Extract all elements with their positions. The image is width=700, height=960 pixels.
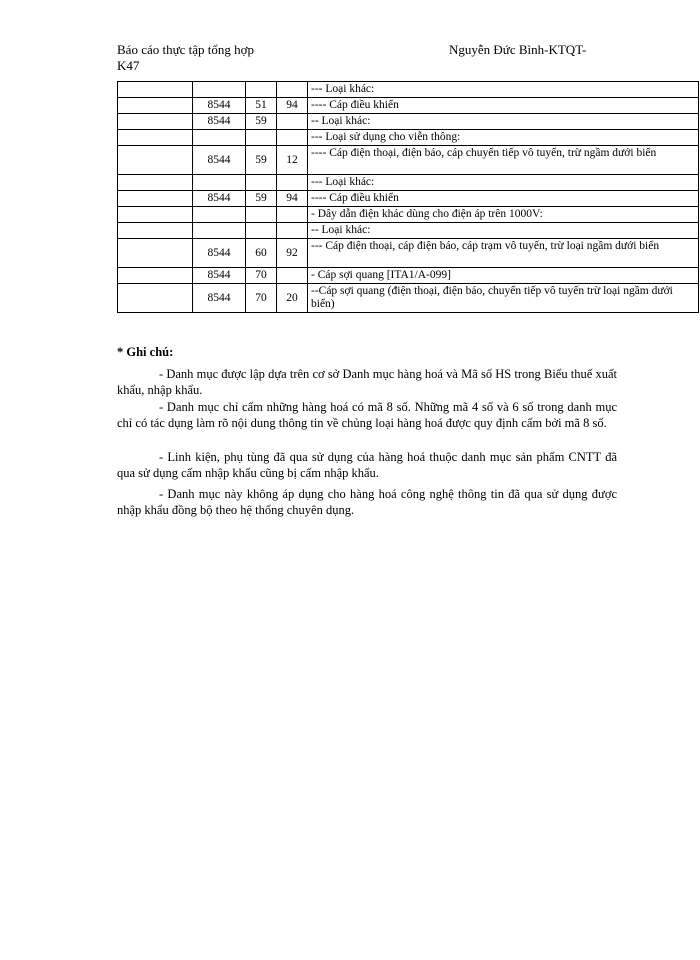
hs-sub2-cell <box>277 82 308 98</box>
note-paragraph: - Danh mục này không áp dụng cho hàng hoá công nghệ thông tin đã qua sử dụng được nhập khẩu đồng bộ theo hệ thống chuyên dụng. <box>117 487 617 517</box>
hs-sub2-cell: 94 <box>277 191 308 207</box>
description-cell: --- Loại sử dụng cho viễn thông: <box>308 130 699 146</box>
hs-code-cell: 8544 <box>193 268 246 284</box>
description-cell: -- Loại khác: <box>308 114 699 130</box>
description-cell: --Cáp sợi quang (điện thoại, điện báo, chuyển tiếp vô tuyến trừ loại ngầm dưới biển) <box>308 284 699 313</box>
hs-sub1-cell: 70 <box>246 268 277 284</box>
header-class-code: K47 <box>117 58 140 73</box>
hs-code-cell: 8544 <box>193 146 246 175</box>
empty-cell <box>118 114 193 130</box>
header-author: Nguyễn Đức Bình-KTQT- <box>449 42 587 57</box>
description-cell: --- Loại khác: <box>308 175 699 191</box>
table-row <box>118 223 699 239</box>
table-row <box>118 268 699 284</box>
note-paragraph: - Linh kiện, phụ tùng đã qua sử dụng của hàng hoá thuộc danh mục sản phẩm CNTT đã qua sử dụng cấm nhập khẩu cũng bị cấm nhập khẩu. <box>117 450 617 480</box>
description-cell: -- Loại khác: <box>308 223 699 239</box>
header-report-title: Báo cáo thực tập tổng hợp <box>117 42 255 57</box>
empty-cell <box>118 239 193 268</box>
hs-code-cell <box>193 207 246 223</box>
table-row <box>118 146 699 175</box>
hs-code-cell: 8544 <box>193 284 246 313</box>
hs-sub2-cell: 12 <box>277 146 308 175</box>
hs-code-cell <box>193 223 246 239</box>
empty-cell <box>118 98 193 114</box>
empty-cell <box>118 223 193 239</box>
hs-sub1-cell: 51 <box>246 98 277 114</box>
hs-sub1-cell <box>246 207 277 223</box>
hs-sub1-cell <box>246 175 277 191</box>
table-row <box>118 207 699 223</box>
table-row <box>118 114 699 130</box>
description-cell: --- Loại khác: <box>308 82 699 98</box>
hs-code-cell <box>193 130 246 146</box>
table-row <box>118 98 699 114</box>
hs-code-cell: 8544 <box>193 98 246 114</box>
hs-sub1-cell <box>246 223 277 239</box>
hs-sub1-cell <box>246 130 277 146</box>
empty-cell <box>118 207 193 223</box>
hs-code-cell: 8544 <box>193 239 246 268</box>
notes-heading: * Ghi chú: <box>117 345 174 359</box>
hs-sub1-cell: 60 <box>246 239 277 268</box>
description-cell: ---- Cáp điều khiển <box>308 98 699 114</box>
table-row <box>118 239 699 268</box>
hs-code-table <box>117 81 699 313</box>
empty-cell <box>118 82 193 98</box>
empty-cell <box>118 191 193 207</box>
note-paragraph: - Danh mục được lập dựa trên cơ sở Danh mục hàng hoá và Mã số HS trong Biểu thuế xuất khẩu, nhập khẩu. <box>117 367 617 397</box>
hs-sub2-cell <box>277 223 308 239</box>
hs-code-cell: 8544 <box>193 114 246 130</box>
description-cell: - Dây dẫn điện khác dùng cho điện áp trên 1000V: <box>308 207 699 223</box>
empty-cell <box>118 146 193 175</box>
empty-cell <box>118 284 193 313</box>
table-row <box>118 82 699 98</box>
hs-sub2-cell: 94 <box>277 98 308 114</box>
hs-sub1-cell: 70 <box>246 284 277 313</box>
hs-sub2-cell <box>277 130 308 146</box>
hs-sub2-cell <box>277 207 308 223</box>
table-row <box>118 191 699 207</box>
hs-sub2-cell: 20 <box>277 284 308 313</box>
table-row <box>118 284 699 313</box>
hs-sub1-cell: 59 <box>246 146 277 175</box>
hs-sub1-cell <box>246 82 277 98</box>
hs-sub2-cell <box>277 114 308 130</box>
hs-code-cell <box>193 175 246 191</box>
description-cell: --- Cáp điện thoại, cáp điện báo, cáp trạm vô tuyến, trừ loại ngầm dưới biển <box>308 239 699 268</box>
note-paragraph: - Danh mục chỉ cấm những hàng hoá có mã 8 số. Những mã 4 số và 6 số trong danh mục chỉ có tác dụng làm rõ nội dung thông tin về chủng loại hàng hoá được quy định cấm bởi mã 8 số. <box>117 400 617 430</box>
table-row <box>118 175 699 191</box>
description-cell: ---- Cáp điện thoại, điện báo, cáp chuyển tiếp vô tuyến, trừ ngầm dưới biển <box>308 146 699 175</box>
hs-sub1-cell: 59 <box>246 114 277 130</box>
hs-sub2-cell <box>277 268 308 284</box>
hs-sub1-cell: 59 <box>246 191 277 207</box>
description-cell: ---- Cáp điều khiển <box>308 191 699 207</box>
empty-cell <box>118 268 193 284</box>
hs-code-cell <box>193 82 246 98</box>
empty-cell <box>118 175 193 191</box>
description-cell: - Cáp sợi quang [ITA1/A-099] <box>308 268 699 284</box>
empty-cell <box>118 130 193 146</box>
hs-sub2-cell <box>277 175 308 191</box>
hs-sub2-cell: 92 <box>277 239 308 268</box>
table-row <box>118 130 699 146</box>
hs-code-cell: 8544 <box>193 191 246 207</box>
